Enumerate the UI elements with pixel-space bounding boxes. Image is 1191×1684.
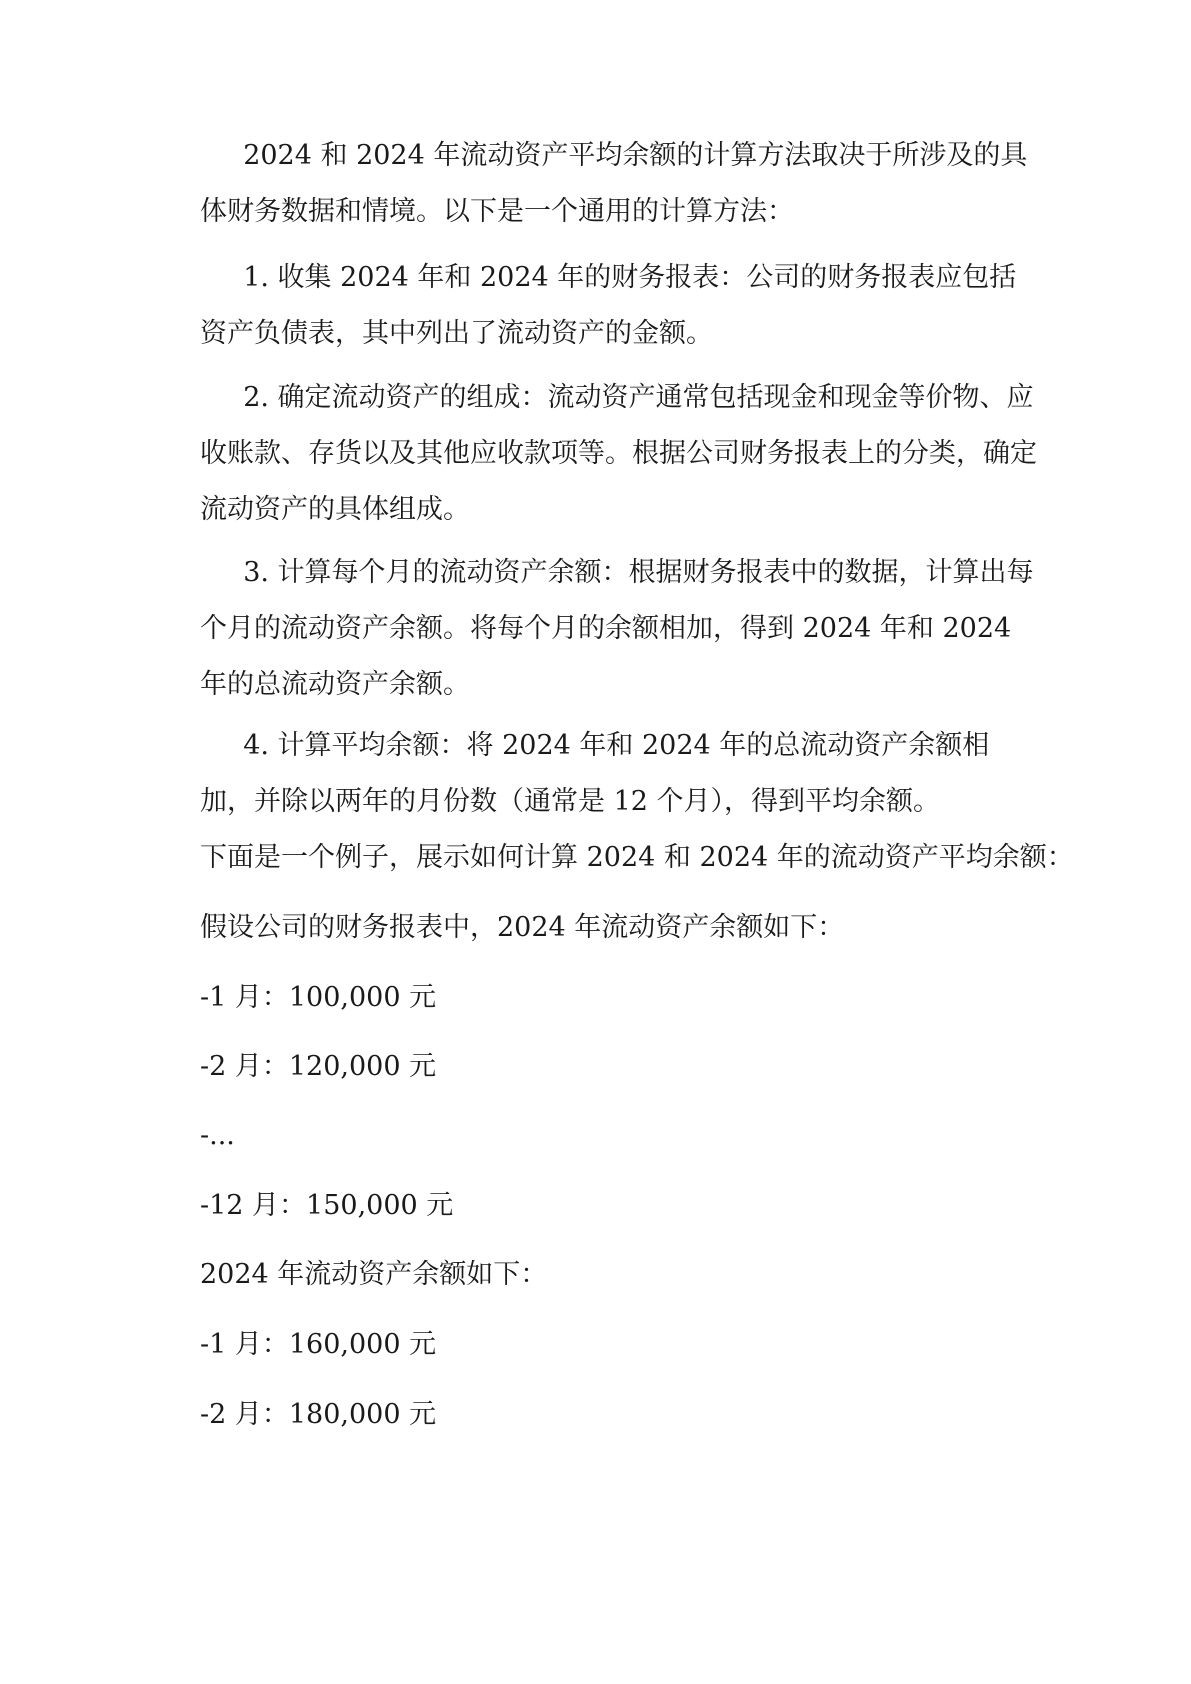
intro-paragraph: 2024 和 2024 年流动资产平均余额的计算方法取决于所涉及的具体财务数据和情境。以下是一个通用的计算方法： xyxy=(200,140,1028,227)
step-2-paragraph: 2. 确定流动资产的组成：流动资产通常包括现金和现金等价物、应收账款、存货以及其他应收款项等。根据公司财务报表上的分类，确定流动资产的具体组成。 xyxy=(200,382,1037,525)
step-3-paragraph: 3. 计算每个月的流动资产余额：根据财务报表中的数据，计算出每个月的流动资产余额。将每个月的余额相加，得到 2024 年和 2024 年的总流动资产余额。 xyxy=(200,557,1034,700)
year1-item-feb: -2 月：120,000 元 xyxy=(200,1051,437,1082)
year1-item-ellipsis: -... xyxy=(200,1120,235,1151)
year2-item-feb: -2 月：180,000 元 xyxy=(200,1399,437,1430)
example-intro: 下面是一个例子，展示如何计算 2024 和 2024 年的流动资产平均余额： xyxy=(200,842,1074,873)
step-4-paragraph: 4. 计算平均余额：将 2024 年和 2024 年的总流动资产余额相加，并除以两年的月份数（通常是 12 个月），得到平均余额。 xyxy=(200,730,990,817)
year2-item-jan: -1 月：160,000 元 xyxy=(200,1329,437,1360)
year1-item-dec: -12 月：150,000 元 xyxy=(200,1190,454,1221)
year2-intro: 2024 年流动资产余额如下： xyxy=(200,1259,548,1290)
step-1-paragraph: 1. 收集 2024 年和 2024 年的财务报表：公司的财务报表应包括资产负债表，其中列出了流动资产的金额。 xyxy=(200,262,1017,349)
year1-item-jan: -1 月：100,000 元 xyxy=(200,982,437,1013)
year1-intro: 假设公司的财务报表中，2024 年流动资产余额如下： xyxy=(200,912,845,943)
